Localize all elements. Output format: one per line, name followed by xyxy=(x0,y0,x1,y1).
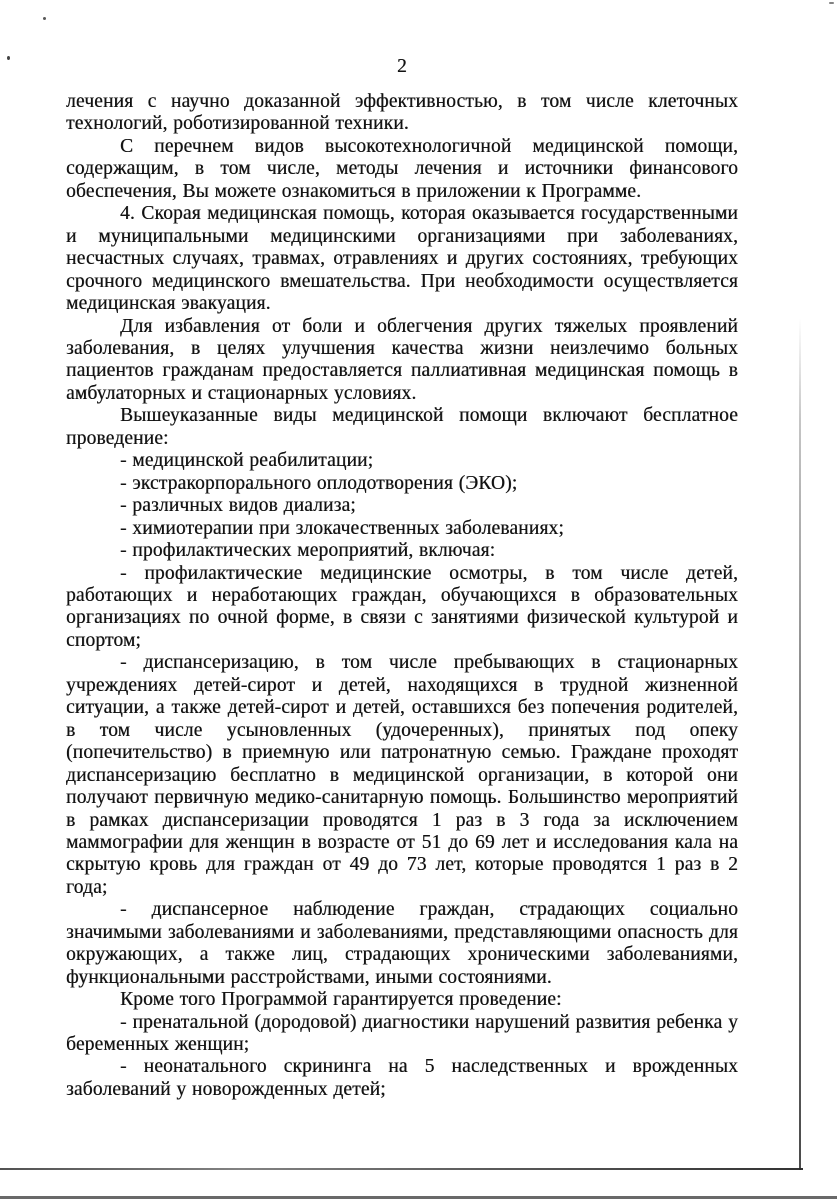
scan-speck xyxy=(43,17,46,20)
list-item: - различных видов диализа; xyxy=(120,495,356,517)
scan-speck xyxy=(7,56,10,60)
document-body xyxy=(66,91,738,1101)
scan-bottom-edge xyxy=(0,1196,837,1199)
scan-horizontal-rule xyxy=(0,1168,803,1170)
list-item: - профилактических мероприятий, включая: xyxy=(120,540,496,562)
paragraph: лечения с научно доказанной эффективностью, в том числе клеточных технологий, роботизированной техники. xyxy=(66,91,738,135)
scan-vertical-rule xyxy=(799,318,801,1170)
paragraph: - профилактические медицинские осмотры, в том числе детей, работающих и неработающих граждан, обучающихся в образовательных организациях по очной форме, в связи с занятиями физической культурой и спортом; xyxy=(66,562,738,651)
paragraph: Вышеуказанные виды медицинской помощи включают бесплатное проведение: xyxy=(66,405,738,449)
scan-speck xyxy=(829,2,834,4)
paragraph: 4. Скорая медицинская помощь, которая оказывается государственными и муниципальными медицинскими организациями при заболеваниях, несчастных случаях, травмах, отравлениях и других состояниях, требующих срочного медицинского вмешательства. При необходимости осуществляется медицинская эвакуация. xyxy=(66,203,738,315)
paragraph: - неонатального скрининга на 5 наследственных и врожденных заболеваний у новорожденных детей; xyxy=(66,1056,738,1100)
paragraph: С перечнем видов высокотехнологичной медицинской помощи, содержащим, в том числе, методы лечения и источники финансового обеспечения, Вы можете ознакомиться в приложении к Программе. xyxy=(66,135,738,202)
paragraph: - диспансерное наблюдение граждан, страдающих социально значимыми заболеваниями и заболеваниями, представляющими опасность для окружающих, а также лиц, страдающих хроническими заболеваниями, функциональными расстройствами, иными состояниями. xyxy=(66,899,738,988)
paragraph: Для избавления от боли и облегчения других тяжелых проявлений заболевания, в целях улучшения качества жизни неизлечимо больных пациентов гражданам предоставляется паллиативная медицинская помощь в амбулаторных и стационарных условиях. xyxy=(66,315,738,404)
paragraph: - пренатальной (дородовой) диагностики нарушений развития ребенка у беременных женщин; xyxy=(66,1011,738,1056)
page-number: 2 xyxy=(396,56,408,77)
list-item: - химиотерапии при злокачественных заболеваниях; xyxy=(120,517,564,539)
list-item: - медицинской реабилитации; xyxy=(120,450,374,472)
list-item: - экстракорпорального оплодотворения (ЭКО); xyxy=(120,472,518,494)
paragraph: - диспансеризацию, в том числе пребывающих в стационарных учреждениях детей-сирот и детей, находящихся в трудной жизненной ситуации, а также детей-сирот и детей, оставшихся без попечения родителей, в том числе усыновленных (удочеренных), принятых под опеку (попечительство) в приемную или патронатную семью. Граждане проходят диспансеризацию бесплатно в медицинской организации, в которой они получают первичную медико-санитарную помощь. Большинство мероприятий в рамках диспансеризации проводятся 1 раз в 3 года за исключением маммографии для женщин в возрасте от 51 до 69 лет и исследования кала на скрытую кровь для граждан от 49 до 73 лет, которые проводятся 1 раз в 2 года; xyxy=(66,652,738,898)
paragraph: Кроме того Программой гарантируется проведение: xyxy=(120,989,562,1011)
